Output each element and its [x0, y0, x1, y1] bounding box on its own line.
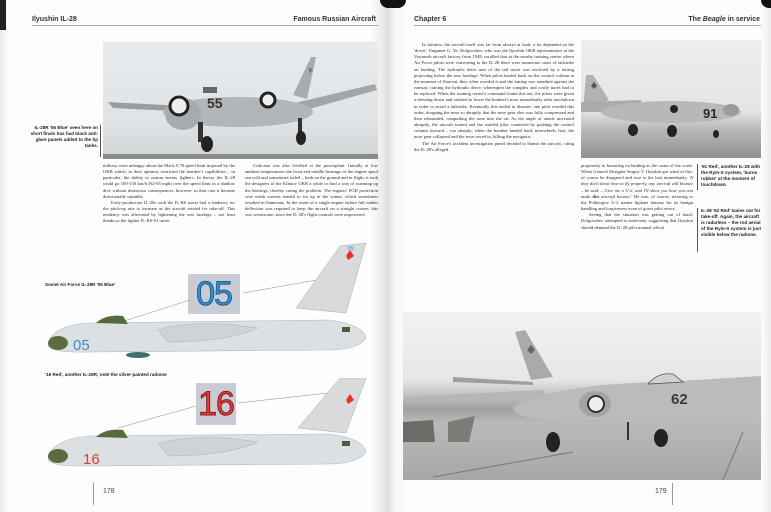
photo-caption-62-red: IL-28 '62 Red' taxies out for take-off. Again, the aircraft is radarless – the rod aerial of the Rym-S system is just visible below the radome. [701, 208, 761, 237]
photo-caption-55-blue: IL-28R '55 Blue' seen here on short finals has had black anti-glare panels added to the tip tanks. [30, 125, 98, 148]
page-number: 178 [103, 488, 115, 495]
tail-number-text: 91 [703, 106, 718, 121]
paragraph: The Air Force's accident investigation panel decided to blame the aircraft, citing the IL-28's alleged [414, 140, 574, 152]
running-head-series-title: Famous Russian Aircraft [293, 16, 376, 23]
aircraft-photo-graphic [403, 312, 761, 480]
photo-il28-62-red [403, 312, 761, 480]
folio-rule [93, 483, 94, 505]
quote-italic: Give me a U-2, and I'll show you how you can make [581, 187, 693, 199]
paragraph [581, 163, 693, 212]
text-run: propensity to bouncing on landing as the cause of the crash. When General Designer Sergey V. Ilyushin got wind of this, of course he disagreed and rose to the bait immediately. [581, 163, 693, 181]
body-column-1 [103, 163, 235, 225]
number-panel-text: 05 [196, 275, 232, 313]
quote-italic: 'If they don't know how to fly properly, any aircraft will bounce [581, 175, 693, 187]
photo-il28-91-red [581, 40, 761, 158]
photo-caption-91-red: '91 Red', another IL-28 with the Rym-S system, 'burns rubber' at the moment of touchdown. [701, 164, 761, 187]
profile-label-16-red: '16 Red', another IL-28R; note the silver-painted radome [45, 372, 167, 377]
number-panel-text: 16 [198, 385, 234, 423]
photo-il28r-55-blue [103, 42, 378, 159]
title-text: in service [725, 16, 760, 23]
running-head-chapter-title [626, 16, 760, 23]
fuselage-number: 16 [83, 451, 100, 468]
paragraph: Seeing that the situation was getting out of hand, Dolgooshev attempted to intervene, suggesting that Ilyushin should demand the IL-28 pilot manual which [581, 212, 693, 230]
aircraft-photo-graphic [103, 42, 378, 159]
caption-bar [697, 164, 698, 190]
profile-label-05-blue: Soviet Air Force IL-28R '05 Blue' [45, 282, 116, 287]
aircraft-photo-graphic [581, 40, 761, 158]
page-number: 179 [655, 488, 667, 495]
page-corner-shadow [0, 0, 6, 30]
running-head-book-title: Ilyushin IL-28 [32, 16, 77, 23]
paragraph: In fairness, the aircraft itself was far from always at fault; a lot depended on the 'driver'. Engineer G. Ye. Dolgooshev, who was the Ilyushin OKB representative at the Voronezh aircraft factory from 1948, recalled that at the nearby training centre where Air Force pilots were converting to the IL-28 there were numerous cases of tailstrike on landing. The hydraulic drive unit of the tail turret was enclosed by a fairing projecting below the rear fuselage. When pilots hauled back on the control column at the moment of flareout, they often overdid it and the fairing was smashed against the runway, ruining the hydraulic drive, whereupon the complex and costly turret had to be replaced. When the training centre's command found this out, the pilots were given a dressing-down and ordered to lower the bomber's nose immediately after touchdown in order to avoid a tailstrike. Eventually this ended in disaster; one pilot overdid this order, dropping the nose so abruptly that the nose gear oleo was fully compressed and then rebounded, catapulting the nose into the air. As the angle of attack increased abruptly, the aircraft soared and the startled pilot countered by pushing the control column forward – too sharply; when the bomber landed hard, nosewheels first, the nose gear collapsed and the nose caved in, killing the navigator. [414, 42, 574, 140]
fin-number: 05 [348, 246, 354, 252]
body-column-2 [245, 163, 378, 218]
gutter-shadow [380, 0, 406, 8]
tail-number-text: 62 [671, 391, 688, 408]
quote-italic: aircraft bounce.' [599, 193, 633, 199]
body-column-1 [414, 42, 574, 153]
body-column-2 [581, 163, 693, 231]
header-rule [414, 25, 761, 26]
running-head-chapter: Chapter 6 [414, 16, 447, 23]
profile-drawing-16-red [28, 378, 378, 488]
fuselage-number: 05 [73, 337, 90, 354]
caption-bar [697, 208, 698, 252]
paragraph: Criticism was also levelled at the powerplant. Initially at low ambient temperatures the front and middle bearings of the engine spool ran cold and sometimes failed – both on the ground and in flight; it took the designers of the Klimov OKB a while to find a way of warming up the bearings, thereby curing the problem. The engines' FOD protection wire mesh screens tended to ice up in the winter, which sometimes resulted in flameouts. In the event of a single-engine failure full rudder deflection was required to keep the aircraft on a straight course; this was wearisome, since the IL-28's flight controls were unpowered. [245, 163, 378, 218]
folio-rule [672, 483, 673, 505]
caption-bar [100, 125, 101, 157]
text-run: He was, of course, referring to the Polikarpov U-2 trainer biplane famous for its benign handling and forgiveness even of grave pilot errors. [581, 193, 694, 212]
title-text: The [688, 16, 703, 23]
right-page [386, 0, 771, 512]
text-run: – he said. – [581, 187, 605, 193]
tail-number-text: 55 [207, 95, 223, 111]
profile-drawing-05-blue [28, 238, 378, 368]
header-rule [32, 25, 378, 26]
paragraph: Early-production IL-28s with the IL-K6 turret had a tendency for the pitch-up rate to increase as the aircraft rotated for take-off. This tendency was alleviated by lightening the rear fuselage – not least thanks to the lighter IL-K6-51 turret. [103, 199, 235, 224]
quote-bold: this [592, 193, 600, 199]
title-text-italic: Beagle [702, 16, 726, 23]
paragraph: military were unhappy about the Mach 0.78 speed limit imposed by the OKB which, in their opinion, restricted the bomber's capabilities – in particular, the ability to outrun enemy fighters. In theory the IL-28 could go 100-150 km/h (62-93 mph) over the speed limit in a shallow dive without disastrous consequences; however, in that case it became directionally unstable. [103, 163, 235, 199]
